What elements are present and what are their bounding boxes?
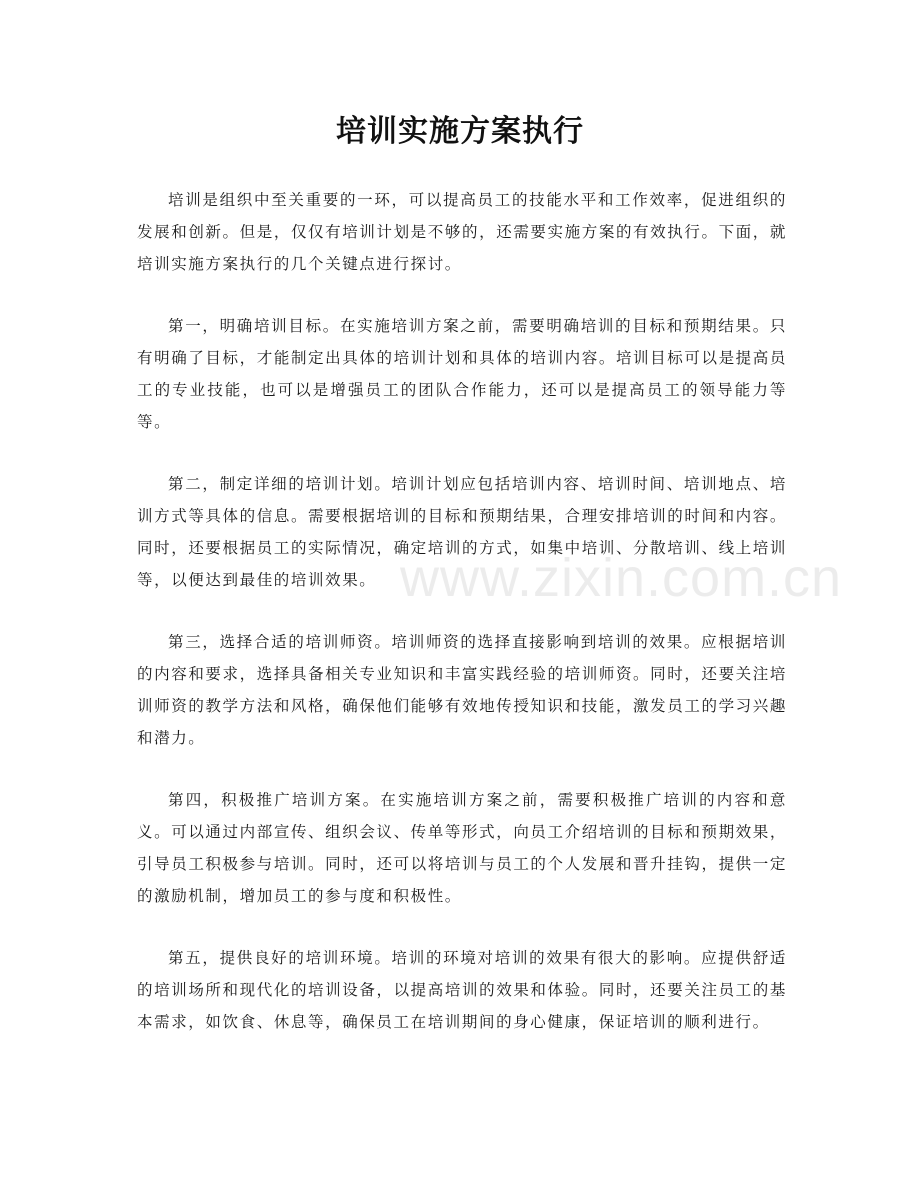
paragraph-second: 第二，制定详细的培训计划。培训计划应包括培训内容、培训时间、培训地点、培训方式等具体的信息。需要根据培训的目标和预期结果，合理安排培训的时间和内容。同时，还要根据员工的实际情况，确定培训的方式，如集中培训、分散培训、线上培训等，以便达到最佳的培训效果。 xyxy=(137,475,787,589)
watermark: www.zixin.com.cn xyxy=(400,548,843,608)
paragraph-fourth: 第四，积极推广培训方案。在实施培训方案之前，需要积极推广培训的内容和意义。可以通过内部宣传、组织会议、传单等形式，向员工介绍培训的目标和预期效果，引导员工积极参与培训。同时，还可以将培训与员工的个人发展和晋升挂钩，提供一定的激励机制，增加员工的参与度和积极性。 xyxy=(137,791,787,905)
paragraph-third: 第三，选择合适的培训师资。培训师资的选择直接影响到培训的效果。应根据培训的内容和要求，选择具备相关专业知识和丰富实践经验的培训师资。同时，还要关注培训师资的教学方法和风格，确保他们能够有效地传授知识和技能，激发员工的学习兴趣和潜力。 xyxy=(137,633,787,747)
paragraph-first: 第一，明确培训目标。在实施培训方案之前，需要明确培训的目标和预期结果。只有明确了目标，才能制定出具体的培训计划和具体的培训内容。培训目标可以是提高员工的专业技能，也可以是增强员工的团队合作能力，还可以是提高员工的领导能力等等。 xyxy=(137,317,787,431)
paragraph-intro: 培训是组织中至关重要的一环，可以提高员工的技能水平和工作效率，促进组织的发展和创新。但是，仅仅有培训计划是不够的，还需要实施方案的有效执行。下面，就培训实施方案执行的几个关键点进行探讨。 xyxy=(137,191,787,273)
paragraph-fifth: 第五，提供良好的培训环境。培训的环境对培训的效果有很大的影响。应提供舒适的培训场所和现代化的培训设备，以提高培训的效果和体验。同时，还要关注员工的基本需求，如饮食、休息等，确保员工在培训期间的身心健康，保证培训的顺利进行。 xyxy=(137,949,787,1031)
document-title: 培训实施方案执行 xyxy=(336,114,584,149)
document-body xyxy=(137,184,787,1068)
